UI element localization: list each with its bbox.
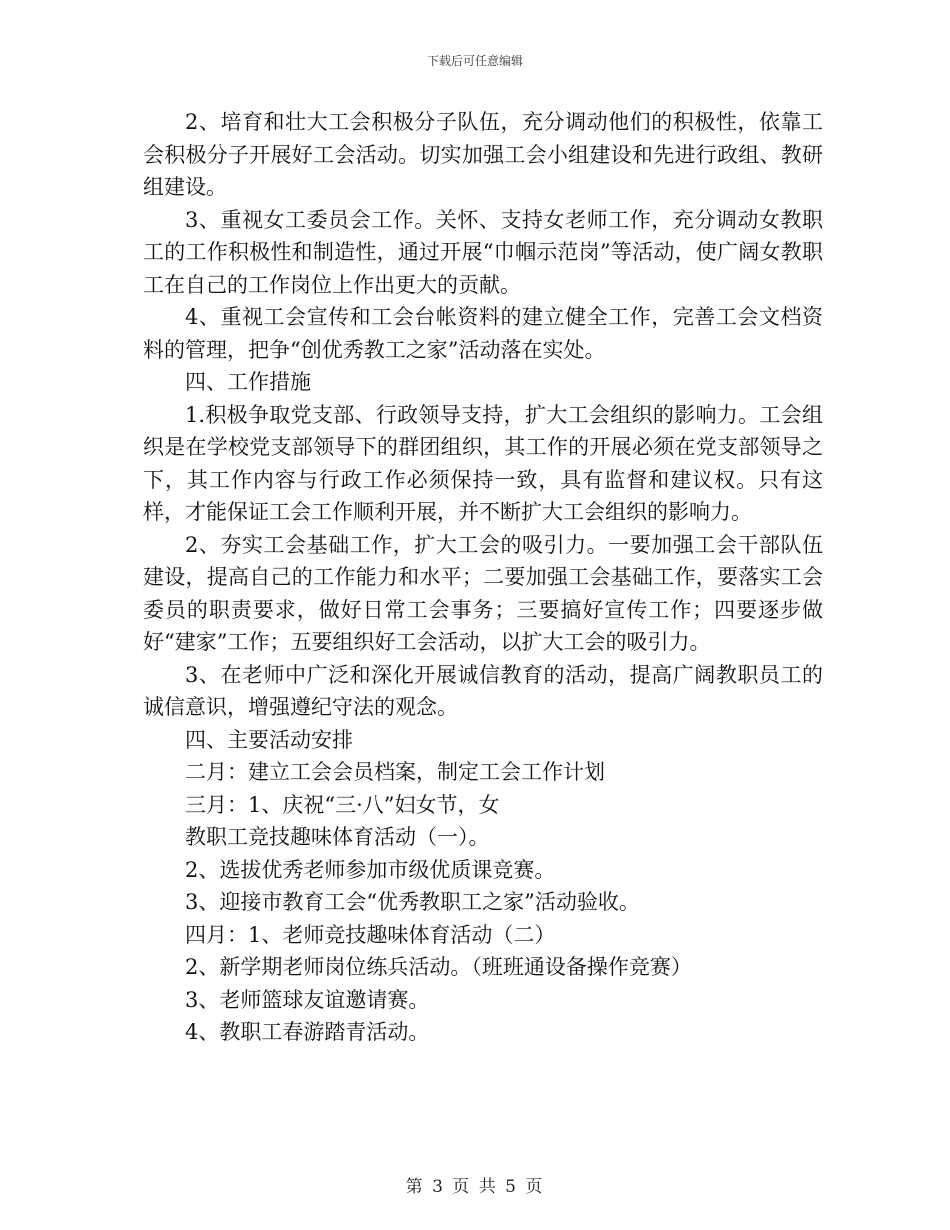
document-body [143,106,823,1049]
paragraph: 4、重视工会宣传和工会台帐资料的建立健全工作，完善工会文档资料的管理，把争“创优秀教工之家”活动落在实处。 [143,305,823,362]
schedule-item: 2、新学期老师岗位练兵活动。（班班通设备操作竞赛） [185,955,692,979]
paragraph: 1.积极争取党支部、行政领导支持，扩大工会组织的影响力。工会组织是在学校党支部领导下的群团组织，其工作的开展必须在党支部领导之下，其工作内容与行政工作必须保持一致，具有监督和建议权。只有这样，才能保证工会工作顺利开展，并不断扩大工会组织的影响力。 [143,402,823,524]
schedule-item: 4、教职工春游踏青活动。 [185,1020,430,1044]
schedule-item: 2、选拔优秀老师参加市级优质课竞赛。 [185,857,556,882]
page-footer: 第 3 页 共 5 页 [405,1177,545,1197]
paragraph: 3、重视女工委员会工作。关怀、支持女老师工作，充分调动女教职工的工作积极性和制造性，通过开展“巾帼示范岗”等活动，使广阔女教职工在自己的工作岗位上作出更大的贡献。 [143,207,823,297]
paragraph: 2、夯实工会基础工作，扩大工会的吸引力。一要加强工会干部队伍建设，提高自己的工作能力和水平；二要加强工会基础工作，要落实工会委员的职责要求，做好日常工会事务；三要搞好宣传工作；四要逐步做好“建家”工作；五要组织好工会活动，以扩大工会的吸引力。 [143,532,823,654]
page-header: 下载后可任意编辑 [426,54,523,68]
schedule-item: 三月：1、庆祝“三·八”妇女节，女 [185,792,500,817]
schedule-item: 二月：建立工会会员档案，制定工会工作计划 [185,760,605,784]
schedule-item: 四月：1、老师竞技趣味体育活动（二） [185,922,556,947]
section-heading: 四、主要活动安排 [185,727,353,752]
paragraph: 2、培育和壮大工会积极分子队伍，充分调动他们的积极性，依靠工会积极分子开展好工会活动。切实加强工会小组建设和先进行政组、教研组建设。 [143,110,823,199]
paragraph: 3、在老师中广泛和深化开展诚信教育的活动，提高广阔教职员工的诚信意识，增强遵纪守法的观念。 [143,662,823,719]
section-heading: 四、工作措施 [185,370,311,394]
schedule-item: 3、迎接市教育工会“优秀教职工之家”活动验收。 [185,890,640,914]
schedule-item: 教职工竞技趣味体育活动（一）。 [185,825,490,849]
schedule-item: 3、老师篮球友谊邀请赛。 [185,987,430,1012]
